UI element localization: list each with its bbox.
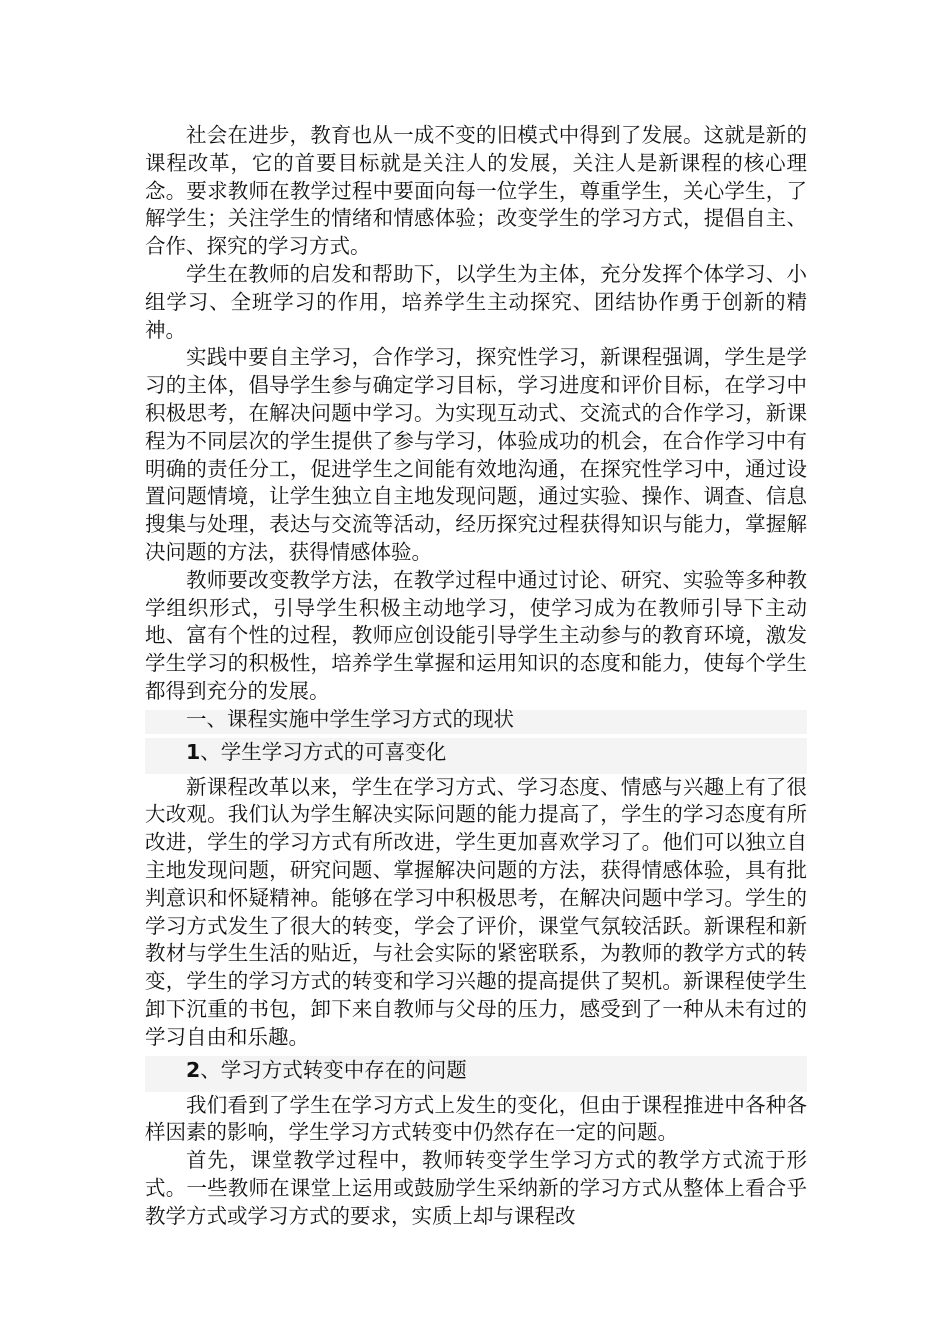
subsection-1-paragraph: 新课程改革以来，学生在学习方式、学习态度、情感与兴趣上有了很大改观。我们认为学生解决实际问题的能力提高了，学生的学习态度有所改进，学生的学习方式有所改进，学生更加喜欢学习了。他们可以独立自主地发现问题，研究问题、掌握解决问题的方法，获得情感体验，具有批判意识和怀疑精神。能够在学习中积极思考，在解决问题中学习。学生的学习方式发生了很大的转变，学会了评价，课堂气氛较活跃。新课程和新教材与学生生活的贴近，与社会实际的紧密联系，为教师的教学方式的转变，学生的学习方式的转变和学习兴趣的提高提供了契机。新课程使学生卸下沉重的书包，卸下来自教师与父母的压力，感受到了一种从未有过的学习自由和乐趣。 (145, 774, 807, 1049)
subsection-title-2: 、学习方式转变中存在的问题 (200, 1057, 467, 1082)
paragraph-intro-3: 实践中要自主学习，合作学习，探究性学习，新课程强调，学生是学习的主体，倡导学生参与确定学习目标，学习进度和评价目标，在学习中积极思考，在解决问题中学习。为实现互动式、交流式的合作学习，新课程为不同层次的学生提供了参与学习，体验成功的机会，在合作学习中有明确的责任分工，促进学生之间能有效地沟通，在探究性学习中，通过设置问题情境，让学生独立自主地发现问题，通过实验、操作、调查、信息搜集与处理，表达与交流等活动，经历探究过程获得知识与能力，掌握解决问题的方法，获得情感体验。 (145, 345, 807, 564)
subsection-heading-1 (145, 734, 807, 774)
subsection-2-paragraph-1: 我们看到了学生在学习方式上发生的变化，但由于课程推进中各种各样因素的影响，学生学习方式转变中仍然存在一定的问题。 (145, 1092, 807, 1145)
subsection-title-1: 、学生学习方式的可喜变化 (200, 739, 447, 764)
section-heading-1: 一、课程实施中学生学习方式的现状 (145, 706, 807, 734)
document-body (145, 122, 807, 1230)
subsection-heading-2 (145, 1052, 807, 1092)
paragraph-intro-1: 社会在进步，教育也从一成不变的旧模式中得到了发展。这就是新的课程改革，它的首要目标就是关注人的发展，关注人是新课程的核心理念。要求教师在教学过程中要面向每一位学生，尊重学生，关心学生，了解学生；关注学生的情绪和情感体验；改变学生的学习方式，提倡自主、合作、探究的学习方式。 (145, 123, 807, 259)
paragraph-intro-2: 学生在教师的启发和帮助下，以学生为主体，充分发挥个体学习、小组学习、全班学习的作用，培养学生主动探究、团结协作勇于创新的精神。 (145, 261, 807, 342)
subsection-number-2: 2 (186, 1057, 201, 1082)
subsection-number-1: 1 (186, 739, 201, 764)
paragraph-intro-4: 教师要改变教学方法，在教学过程中通过讨论、研究、实验等多种教学组织形式，引导学生积极主动地学习，使学习成为在教师引导下主动地、富有个性的过程，教师应创设能引导学生主动参与的教育环境，激发学生学习的积极性，培养学生掌握和运用知识的态度和能力，使每个学生都得到充分的发展。 (145, 567, 807, 703)
subsection-2-paragraph-2: 首先，课堂教学过程中，教师转变学生学习方式的教学方式流于形式。一些教师在课堂上运用或鼓励学生采纳新的学习方式从整体上看合乎教学方式或学习方式的要求，实质上却与课程改 (145, 1148, 807, 1228)
